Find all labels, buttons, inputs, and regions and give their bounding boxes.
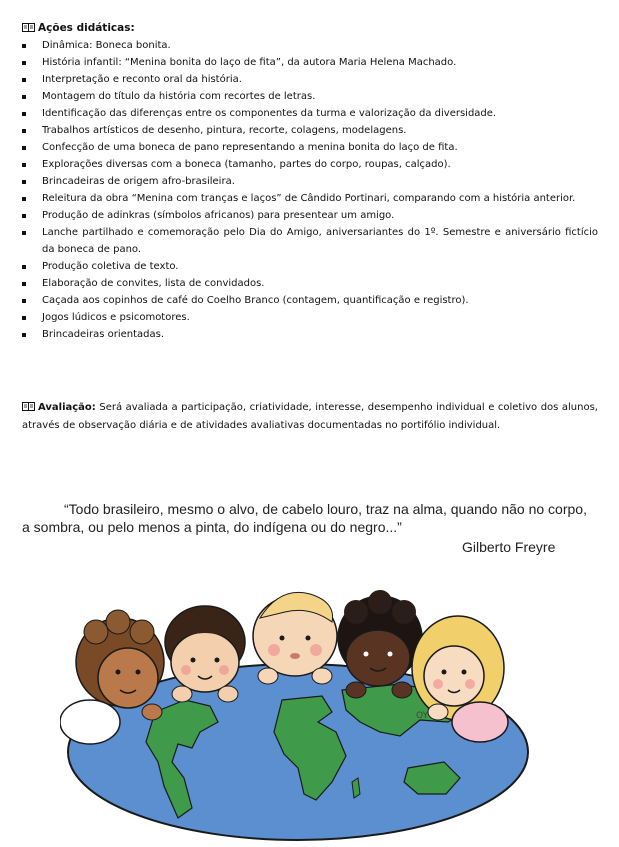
action-item	[22, 37, 598, 54]
bullet-icon	[22, 265, 26, 269]
action-item	[22, 88, 598, 105]
evaluation-label: Avaliação:	[38, 402, 96, 413]
action-item	[22, 275, 598, 292]
quote-author: Gilberto Freyre	[462, 539, 556, 555]
children-around-globe-illustration	[60, 572, 530, 842]
actions-list	[22, 37, 598, 343]
action-item	[22, 207, 598, 224]
quote	[22, 500, 598, 536]
actions-section	[22, 20, 598, 343]
illustration-signature: OY	[416, 711, 429, 721]
action-item-text: Elaboração de convites, lista de convidados.	[42, 278, 265, 289]
actions-heading-text: Ações didáticas:	[38, 22, 135, 34]
actions-heading	[22, 20, 598, 37]
bullet-icon	[22, 146, 26, 150]
action-item-text: Jogos lúdicos e psicomotores.	[42, 312, 190, 323]
action-item	[22, 122, 598, 139]
action-item-text: História infantil: “Menina bonita do laço de fita”, da autora Maria Helena Machado.	[42, 57, 457, 68]
action-item-text: Lanche partilhado e comemoração pelo Dia do Amigo, aniversariantes do 1º. Semestre e aniversário fictício da boneca de pano.	[42, 227, 598, 255]
island-madagascar	[352, 778, 360, 798]
evaluation-text: Será avaliada a participação, criatividade, interesse, desempenho individual e coletivo dos alunos, através de observação diária e de atividades avaliativas documentadas no portifólio individual.	[22, 402, 598, 431]
action-item	[22, 258, 598, 275]
action-item-text: Trabalhos artísticos de desenho, pintura, recorte, colagens, modelagens.	[42, 125, 407, 136]
action-item-text: Produção coletiva de texto.	[42, 261, 179, 272]
action-item	[22, 309, 598, 326]
action-item-text: Brincadeiras de origem afro-brasileira.	[42, 176, 235, 187]
action-item-text: Montagem do título da história com recortes de letras.	[42, 91, 316, 102]
action-item	[22, 292, 598, 309]
action-item	[22, 190, 598, 207]
action-item-text: Dinâmica: Boneca bonita.	[42, 40, 171, 51]
bullet-icon	[22, 44, 26, 48]
action-item-text: Releitura da obra “Menina com tranças e laços” de Cândido Portinari, comparando com a história anterior.	[42, 193, 576, 204]
action-item	[22, 139, 598, 156]
action-item-text: Brincadeiras orientadas.	[42, 329, 165, 340]
bullet-icon	[22, 333, 26, 337]
action-item	[22, 54, 598, 71]
bullet-icon	[22, 197, 26, 201]
bullet-icon	[22, 316, 26, 320]
child-3	[253, 592, 337, 684]
action-item	[22, 156, 598, 173]
bullet-icon	[22, 231, 26, 235]
bullet-icon	[22, 282, 26, 286]
action-item-text: Caçada aos copinhos de café do Coelho Branco (contagem, quantificação e registro).	[42, 295, 469, 306]
bullet-icon	[22, 180, 26, 184]
bullet-icon	[22, 129, 26, 133]
bullet-icon	[22, 78, 26, 82]
action-item	[22, 326, 598, 343]
bullet-icon	[22, 163, 26, 167]
bullet-icon	[22, 95, 26, 99]
bullet-icon	[22, 299, 26, 303]
action-item-text: Produção de adinkras (símbolos africanos) para presentear um amigo.	[42, 210, 395, 221]
child-2	[165, 606, 245, 702]
open-book-icon	[22, 23, 35, 32]
action-item-text: Identificação das diferenças entre os componentes da turma e valorização da diversidade.	[42, 108, 497, 119]
bullet-icon	[22, 61, 26, 65]
action-item-text: Interpretação e reconto oral da história.	[42, 74, 242, 85]
open-book-icon	[22, 402, 35, 411]
bullet-icon	[22, 112, 26, 116]
action-item	[22, 105, 598, 122]
action-item	[22, 224, 598, 258]
quote-text: “Todo brasileiro, mesmo o alvo, de cabelo louro, traz na alma, quando não no corpo, a sombra, ou pelo menos a pinta, do indígena ou do negro...”	[22, 501, 587, 535]
action-item-text: Confecção de uma boneca de pano representando a menina bonita do laço de fita.	[42, 142, 458, 153]
action-item	[22, 71, 598, 88]
bullet-icon	[22, 214, 26, 218]
evaluation-section	[22, 399, 598, 434]
action-item	[22, 173, 598, 190]
action-item-text: Explorações diversas com a boneca (tamanho, partes do corpo, roupas, calçado).	[42, 159, 451, 170]
